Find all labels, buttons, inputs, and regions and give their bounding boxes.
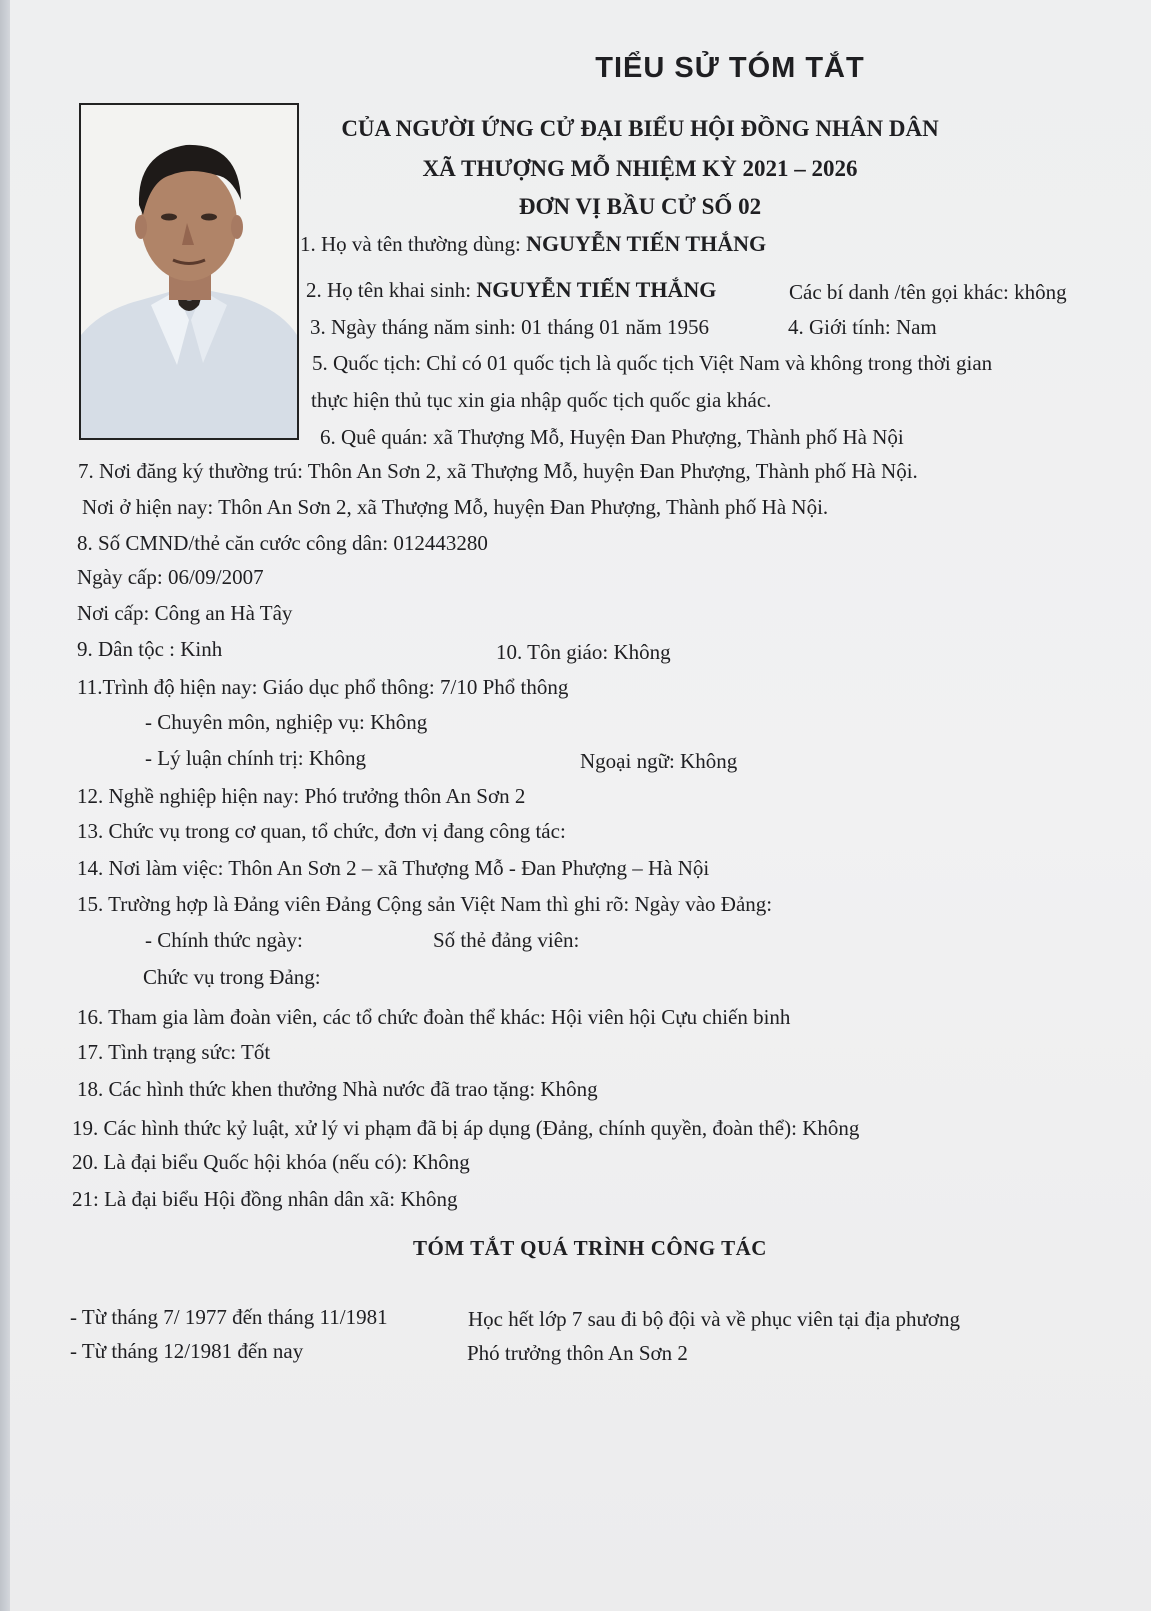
field-common-name-value: NGUYỄN TIẾN THẮNG (526, 231, 767, 256)
field-foreign-language: Ngoại ngữ: Không (580, 749, 738, 773)
field-party-official-date: - Chính thức ngày: (145, 928, 303, 952)
document-subtitle-2: XÃ THƯỢNG MỖ NHIỆM KỲ 2021 – 2026 (422, 156, 858, 181)
field-nationality-cont: thực hiện thủ tục xin gia nhập quốc tịch quốc gia khác. (311, 388, 772, 412)
field-party-member: 15. Trường hợp là Đảng viên Đảng Cộng sản Việt Nam thì ghi rõ: Ngày vào Đảng: (77, 892, 773, 916)
field-permanent-residence: 7. Nơi đăng ký thường trú: Thôn An Sơn 2, xã Thượng Mỗ, huyện Đan Phượng, Thành phố Hà Nội. (78, 459, 918, 483)
field-id-issue-place: Nơi cấp: Công an Hà Tây (77, 601, 293, 625)
field-birth-name-value: NGUYỄN TIẾN THẮNG (476, 277, 717, 302)
field-birth-date: 3. Ngày tháng năm sinh: 01 tháng 01 năm 1956 (310, 315, 709, 339)
field-profession: - Chuyên môn, nghiệp vụ: Không (145, 710, 428, 734)
document-subtitle-1: CỦA NGƯỜI ỨNG CỬ ĐẠI BIỂU HỘI ĐỒNG NHÂN DÂN (341, 116, 939, 141)
field-id-issue-date: Ngày cấp: 06/09/2007 (77, 565, 264, 589)
field-alias: Các bí danh /tên gọi khác: không (789, 280, 1067, 304)
field-awards: 18. Các hình thức khen thưởng Nhà nước đã trao tặng: Không (77, 1077, 598, 1101)
field-birth-name (306, 277, 716, 303)
field-birth-name-label: 2. Họ tên khai sinh: (306, 278, 477, 302)
field-education: 11.Trình độ hiện nay: Giáo dục phổ thông: 7/10 Phổ thông (77, 675, 569, 699)
field-party-card: Số thẻ đảng viên: (433, 928, 580, 952)
portrait-illustration (81, 105, 297, 438)
field-ethnicity: 9. Dân tộc : Kinh (77, 637, 223, 661)
field-religion: 10. Tôn giáo: Không (496, 640, 671, 664)
document-subtitle-3: ĐƠN VỊ BẦU CỬ SỐ 02 (518, 194, 762, 219)
field-political-theory: - Lý luận chính trị: Không (145, 746, 367, 770)
field-nationality: 5. Quốc tịch: Chỉ có 01 quốc tịch là quốc tịch Việt Nam và không trong thời gian (312, 351, 993, 375)
candidate-photo (79, 103, 299, 440)
document-title: TIỂU SỬ TÓM TẮT (595, 52, 865, 84)
field-common-name-label: 1. Họ và tên thường dùng: (300, 232, 527, 256)
work-history-title: TÓM TẮT QUÁ TRÌNH CÔNG TÁC (413, 1236, 767, 1260)
work-history-period: - Từ tháng 12/1981 đến nay (70, 1339, 304, 1363)
field-occupation: 12. Nghề nghiệp hiện nay: Phó trưởng thôn An Sơn 2 (77, 784, 526, 808)
field-discipline: 19. Các hình thức kỷ luật, xử lý vi phạm đã bị áp dụng (Đảng, chính quyền, đoàn thể): Không (72, 1116, 860, 1140)
field-hometown: 6. Quê quán: xã Thượng Mỗ, Huyện Đan Phượng, Thành phố Hà Nội (320, 425, 904, 449)
field-id-number: 8. Số CMND/thẻ căn cước công dân: 012443280 (77, 531, 488, 555)
work-history-description: Phó trưởng thôn An Sơn 2 (467, 1341, 688, 1365)
field-health: 17. Tình trạng sức: Tốt (77, 1040, 271, 1064)
field-party-position: Chức vụ trong Đảng: (143, 965, 321, 989)
field-people-council: 21: Là đại biểu Hội đồng nhân dân xã: Không (72, 1187, 458, 1211)
field-common-name (300, 231, 766, 257)
field-current-residence: Nơi ở hiện nay: Thôn An Sơn 2, xã Thượng Mỗ, huyện Đan Phượng, Thành phố Hà Nội. (82, 495, 829, 519)
field-national-assembly: 20. Là đại biểu Quốc hội khóa (nếu có): Không (72, 1150, 470, 1174)
work-history-description: Học hết lớp 7 sau đi bộ đội và về phục viên tại địa phương (468, 1307, 960, 1331)
work-history-period: - Từ tháng 7/ 1977 đến tháng 11/1981 (70, 1305, 388, 1329)
field-position: 13. Chức vụ trong cơ quan, tổ chức, đơn vị đang công tác: (77, 819, 566, 843)
field-organizations: 16. Tham gia làm đoàn viên, các tổ chức đoàn thể khác: Hội viên hội Cựu chiến binh (77, 1005, 791, 1029)
field-gender: 4. Giới tính: Nam (788, 315, 937, 339)
field-workplace: 14. Nơi làm việc: Thôn An Sơn 2 – xã Thượng Mỗ - Đan Phượng – Hà Nội (77, 856, 710, 880)
